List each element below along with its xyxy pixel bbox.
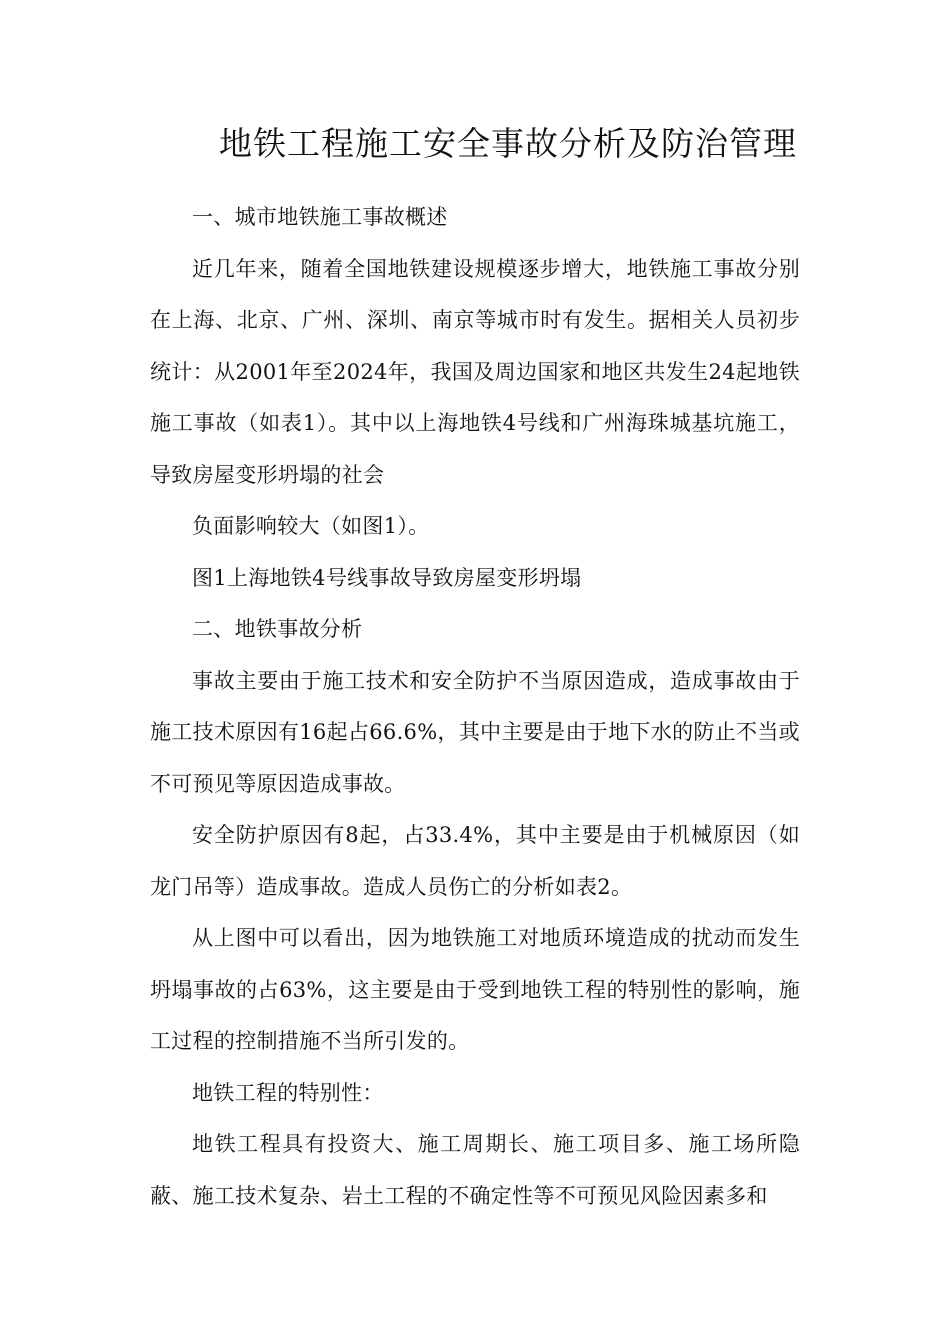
document-body — [150, 192, 800, 1222]
document-title: 地铁工程施工安全事故分析及防治管理 — [219, 124, 797, 163]
figure-caption: 图1上海地铁4号线事故导致房屋变形坍塌 — [192, 565, 582, 590]
subheading-particularity: 地铁工程的特别性： — [192, 1080, 384, 1105]
paragraph-accident-statistics: 近几年来，随着全国地铁建设规模逐步增大，地铁施工事故分别在上海、北京、广州、深圳、南京等城市时有发生。据相关人员初步统计：从2001年至2024年，我国及周边国家和地区共发生24起地铁施工事故（如表1）。其中以上海地铁4号线和广州海珠城基坑施工，导致房屋变形坍塌的社会 — [150, 256, 800, 487]
section-heading-overview: 一、城市地铁施工事故概述 — [192, 205, 448, 229]
paragraph-negative-impact: 负面影响较大（如图1）。 — [192, 514, 430, 538]
paragraph-technical-causes: 事故主要由于施工技术和安全防护不当原因造成，造成事故由于施工技术原因有16起占66.6%，其中主要是由于地下水的防止不当或不可预见等原因造成事故。 — [150, 668, 800, 796]
paragraph-collapse-ratio: 从上图中可以看出，因为地铁施工对地质环境造成的扰动而发生坍塌事故的占63%，这主要是由于受到地铁工程的特别性的影响，施工过程的控制措施不当所引发的。 — [150, 926, 800, 1053]
paragraph-particularity-details: 地铁工程具有投资大、施工周期长、施工项目多、施工场所隐蔽、施工技术复杂、岩土工程的不确定性等不可预见风险因素多和 — [150, 1132, 800, 1208]
paragraph-safety-causes: 安全防护原因有8起，占33.4%，其中主要是由于机械原因（如龙门吊等）造成事故。造成人员伤亡的分析如表2。 — [150, 823, 800, 899]
section-heading-analysis: 二、地铁事故分析 — [192, 617, 363, 641]
